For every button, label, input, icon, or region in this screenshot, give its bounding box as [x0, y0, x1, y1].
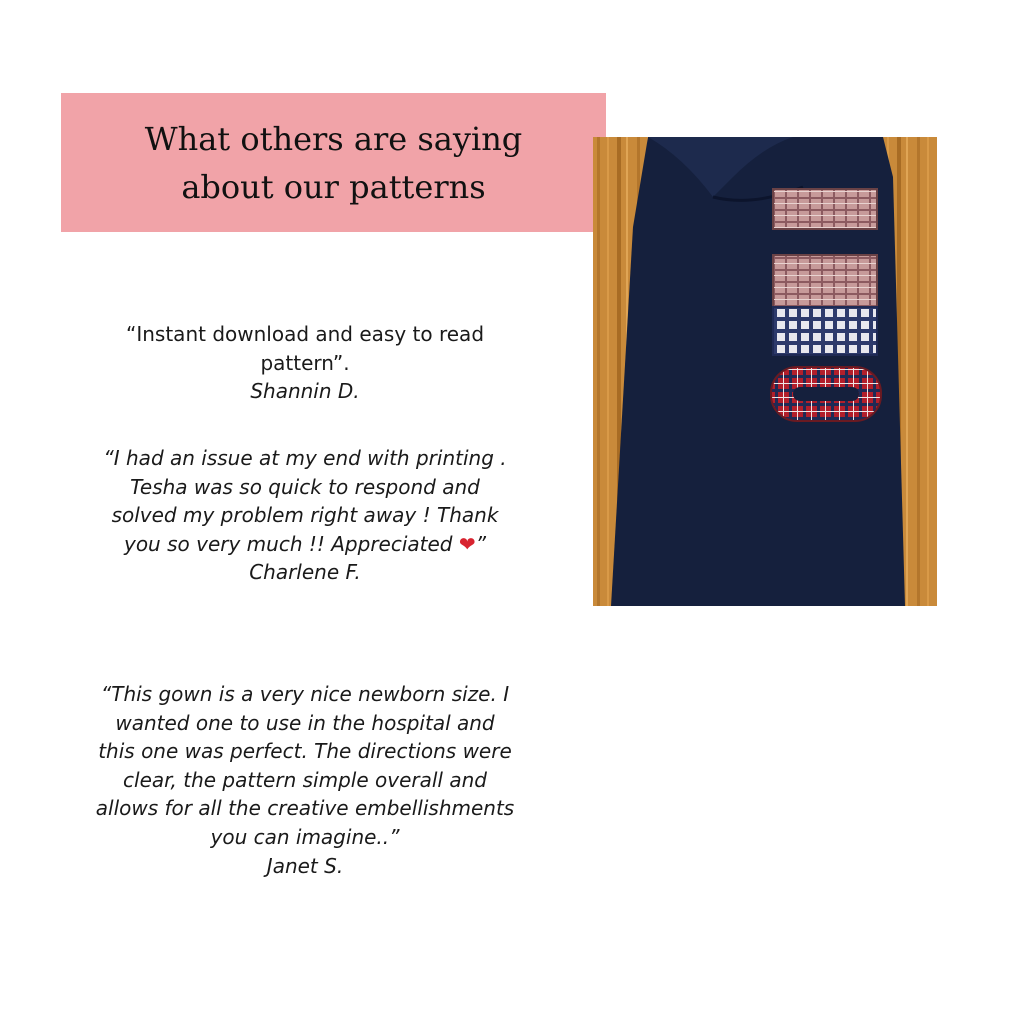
product-photo — [593, 137, 937, 606]
testimonial — [95, 320, 515, 406]
testimonial — [95, 444, 515, 587]
applique-letters — [771, 189, 881, 421]
page-title: What others are saying about our patterns — [144, 119, 523, 206]
testimonial-quote-end: ” — [475, 531, 486, 556]
testimonial-author: Charlene F. — [249, 560, 361, 585]
testimonial-author: Shannin D. — [250, 379, 360, 404]
testimonial-quote: “I had an issue at my end with printing . Tesha was so quick to respond and solved my problem right away ! Thank you so very much !! Appreciated — [103, 446, 507, 556]
testimonial-quote: “Instant download and easy to read pattern”. — [125, 322, 485, 375]
testimonial — [95, 680, 515, 880]
testimonial-author: Janet S. — [266, 853, 344, 878]
heart-icon: ❤ — [458, 531, 476, 556]
testimonial-quote: “This gown is a very nice newborn size. I wanted one to use in the hospital and this one was perfect. The directions were clear, the pattern simple overall and allows for all the creative embellishments you can imagine..” — [95, 682, 515, 849]
title-banner — [61, 93, 606, 232]
